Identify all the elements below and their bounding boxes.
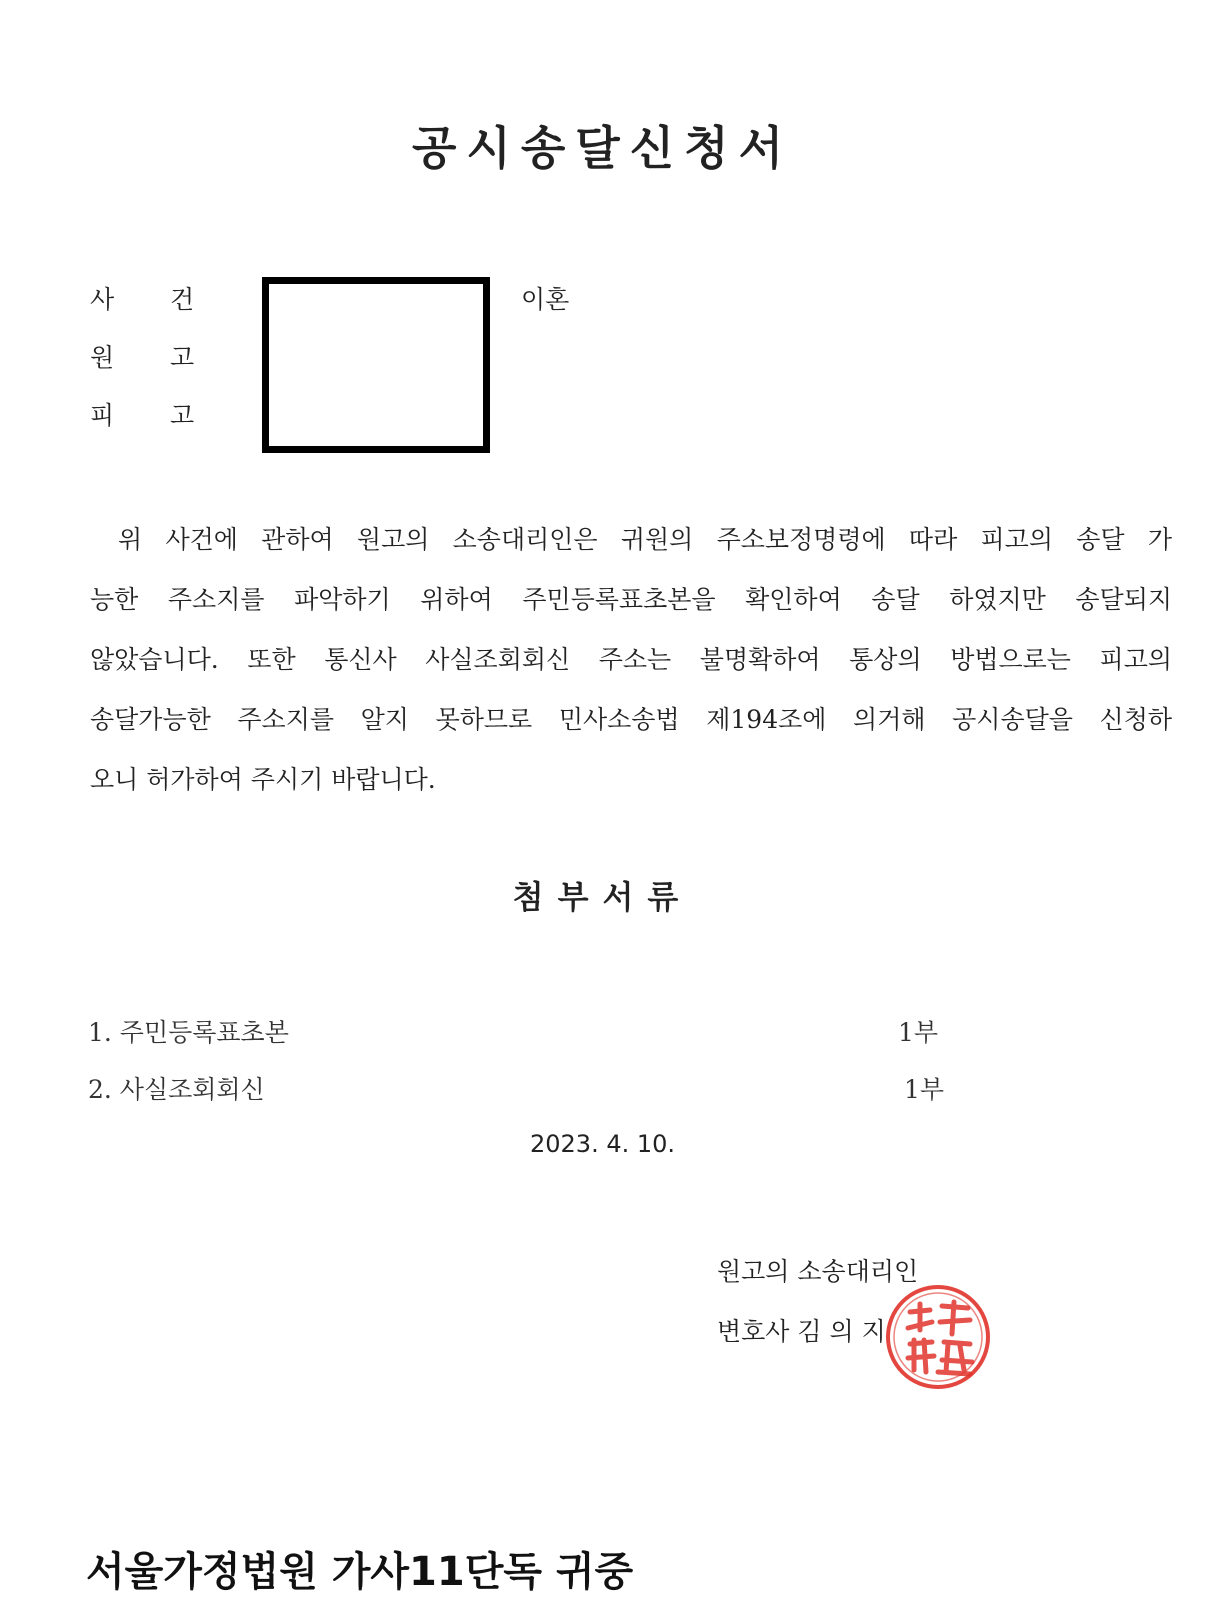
attachment-item-2-count: 1부 [904,1075,945,1104]
body-line-1: 위 사건에 관하여 원고의 소송대리인은 귀원의 주소보정명령에 따라 피고의 송달 가 [118,525,1172,554]
attachment-item-2-label: 2. 사실조회회신 [88,1075,265,1104]
attachments-title: 첨부서류 [512,878,693,916]
defendant-label-char1: 피 [90,401,115,430]
document-date: 2023. 4. 10. [529,1130,676,1158]
attachment-item-1-label: 1. 주민등록표초본 [88,1018,289,1047]
attachment-item-1-count: 1부 [898,1018,939,1047]
body-line-3: 않았습니다. 또한 통신사 사실조회회신 주소는 불명확하여 통상의 방법으로는 피고의 [90,645,1172,674]
case-label-char1: 사 [90,285,115,314]
body-line-4: 송달가능한 주소지를 알지 못하므로 민사소송법 제194조에 의거해 공시송달을 신청하 [90,705,1172,734]
signature-role: 원고의 소송대리인 [717,1257,919,1286]
court-addressee: 서울가정법원 가사11단독 귀중 [86,1549,634,1595]
seal-stamp-icon [880,1282,996,1392]
case-label-char2: 건 [170,285,195,314]
redaction-box [262,277,490,453]
defendant-label-char2: 고 [170,401,195,430]
body-line-5: 오니 허가하여 주시기 바랍니다. [90,765,436,794]
signature-name: 변호사 김 의 지 [717,1317,886,1346]
body-line-2: 능한 주소지를 파악하기 위하여 주민등록표초본을 확인하여 송달 하였지만 송달되지 [90,585,1172,614]
document-title: 공시송달신청서 [411,121,794,175]
case-type: 이혼 [521,285,570,314]
plaintiff-label-char2: 고 [170,343,195,372]
plaintiff-label-char1: 원 [90,343,115,372]
body-paragraph [90,510,1172,810]
